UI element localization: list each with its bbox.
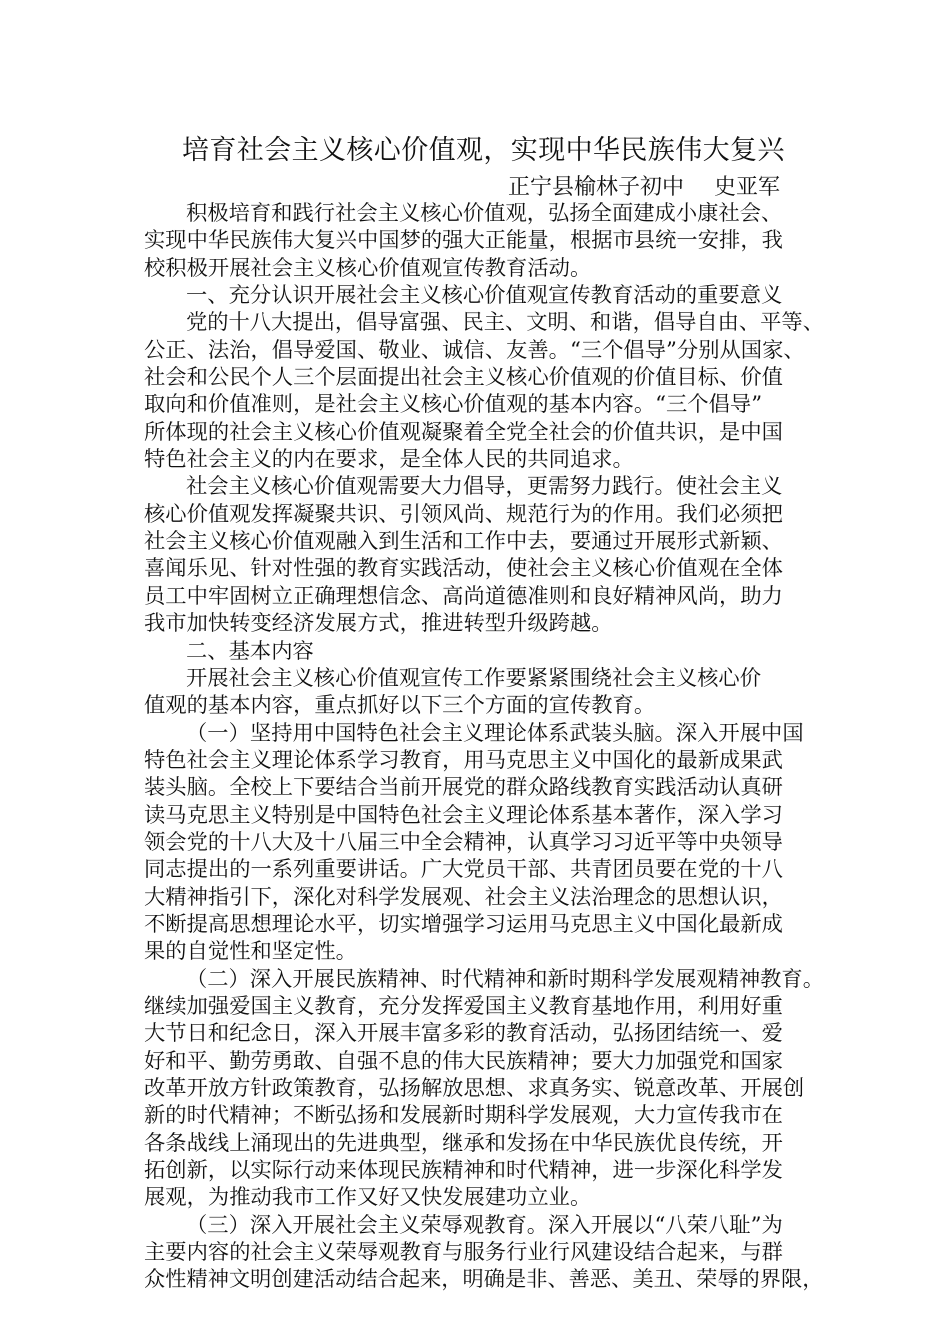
body-text-line: 公正、法治，倡导爱国、敬业、诚信、友善。“三个倡导”分别从国家、 — [144, 337, 805, 363]
document-body — [144, 200, 824, 1294]
body-text-line: 好和平、勤劳勇敢、自强不息的伟大民族精神；要大力加强党和国家 — [144, 1048, 783, 1074]
body-text-line: （二）深入开展民族精神、时代精神和新时期科学发展观精神教育。 — [186, 966, 824, 992]
body-text-line: 读马克思主义特别是中国特色社会主义理论体系基本著作，深入学习 — [144, 802, 783, 828]
body-text-line: 积极培育和践行社会主义核心价值观，弘扬全面建成小康社会、 — [186, 201, 783, 226]
body-text-line: （一）坚持用中国特色社会主义理论体系武装头脑。深入开展中国 — [186, 720, 804, 746]
body-text-line: 所体现的社会主义核心价值观凝聚着全党全社会的价值共识，是中国 — [144, 419, 783, 445]
body-text-line: 员工中牢固树立正确理想信念、高尚道德准则和良好精神风尚，助力 — [144, 583, 783, 609]
body-text-line: 校积极开展社会主义核心价值观宣传教育活动。 — [144, 255, 592, 281]
body-text-line: 装头脑。全校上下要结合当前开展党的群众路线教育实践活动认真研 — [144, 775, 783, 801]
body-text-line: 社会和公民个人三个层面提出社会主义核心价值观的价值目标、价值 — [144, 365, 783, 391]
body-text-line: 拓创新，以实际行动来体现民族精神和时代精神，进一步深化科学发 — [144, 1158, 783, 1184]
body-text-line: 众性精神文明创建活动结合起来，明确是非、善恶、美丑、荣辱的界限， — [144, 1267, 824, 1293]
body-text-line: 特色社会主义的内在要求，是全体人民的共同追求。 — [144, 447, 634, 473]
body-text-line: 各条战线上涌现出的先进典型，继承和发扬在中华民族优良传统，开 — [144, 1130, 783, 1156]
byline-author: 史亚军 — [714, 175, 781, 200]
body-text-line: 社会主义核心价值观融入到生活和工作中去，要通过开展形式新颖、 — [144, 529, 783, 555]
body-text-line: 值观的基本内容，重点抓好以下三个方面的宣传教育。 — [144, 693, 656, 719]
body-text-line: 一、充分认识开展社会主义核心价值观宣传教育活动的重要意义 — [186, 283, 783, 309]
byline-school: 正宁县榆林子初中 — [508, 175, 685, 200]
body-text-line: 实现中华民族伟大复兴中国梦的强大正能量，根据市县统一安排，我 — [144, 228, 783, 254]
body-text-line: 改革开放方针政策教育，弘扬解放思想、求真务实、锐意改革、开展创 — [144, 1076, 805, 1101]
body-text-line: 特色社会主义理论体系学习教育，用马克思主义中国化的最新成果武 — [144, 747, 783, 773]
body-text-line: 不断提高思想理论水平，切实增强学习运用马克思主义中国化最新成 — [144, 911, 783, 937]
body-text-line: 核心价值观发挥凝聚共识、引领风尚、规范行为的作用。我们必须把 — [144, 501, 783, 527]
body-text-line: 开展社会主义核心价值观宣传工作要紧紧围绕社会主义核心价 — [186, 665, 762, 691]
byline — [508, 174, 828, 202]
body-text-line: 展观，为推动我市工作又好又快发展建功立业。 — [144, 1185, 592, 1211]
document-title: 培育社会主义核心价值观，实现中华民族伟大复兴 — [182, 135, 785, 166]
body-text-line: 大节日和纪念日，深入开展丰富多彩的教育活动，弘扬团结统一、爱 — [144, 1021, 783, 1047]
body-text-line: 我市加快转变经济发展方式，推进转型升级跨越。 — [144, 611, 613, 637]
body-text-line: 大精神指引下，深化对科学发展观、社会主义法治理念的思想认识， — [144, 884, 783, 910]
body-text-line: 领会党的十八大及十八届三中全会精神，认真学习习近平等中央领导 — [144, 829, 783, 855]
body-text-line: 二、基本内容 — [186, 638, 314, 664]
body-text-line: 喜闻乐见、针对性强的教育实践活动，使社会主义核心价值观在全体 — [144, 556, 783, 582]
body-text-line: 继续加强爱国主义教育，充分发挥爱国主义教育基地作用，利用好重 — [144, 993, 783, 1019]
body-text-line: 新的时代精神；不断弘扬和发展新时期科学发展观，大力宣传我市在 — [144, 1103, 783, 1129]
body-text-line: 取向和价值准则，是社会主义核心价值观的基本内容。“三个倡导” — [144, 392, 763, 418]
body-text-line: 社会主义核心价值观需要大力倡导，更需努力践行。使社会主义 — [186, 474, 783, 500]
body-text-line: 同志提出的一系列重要讲话。广大党员干部、共青团员要在党的十八 — [144, 857, 783, 883]
body-text-line: 党的十八大提出，倡导富强、民主、文明、和谐，倡导自由、平等、 — [186, 310, 824, 336]
body-text-line: 果的自觉性和坚定性。 — [144, 939, 357, 965]
body-text-line: 主要内容的社会主义荣辱观教育与服务行业行风建设结合起来，与群 — [144, 1240, 783, 1266]
body-text-line: （三）深入开展社会主义荣辱观教育。深入开展以“八荣八耻”为 — [186, 1212, 783, 1238]
